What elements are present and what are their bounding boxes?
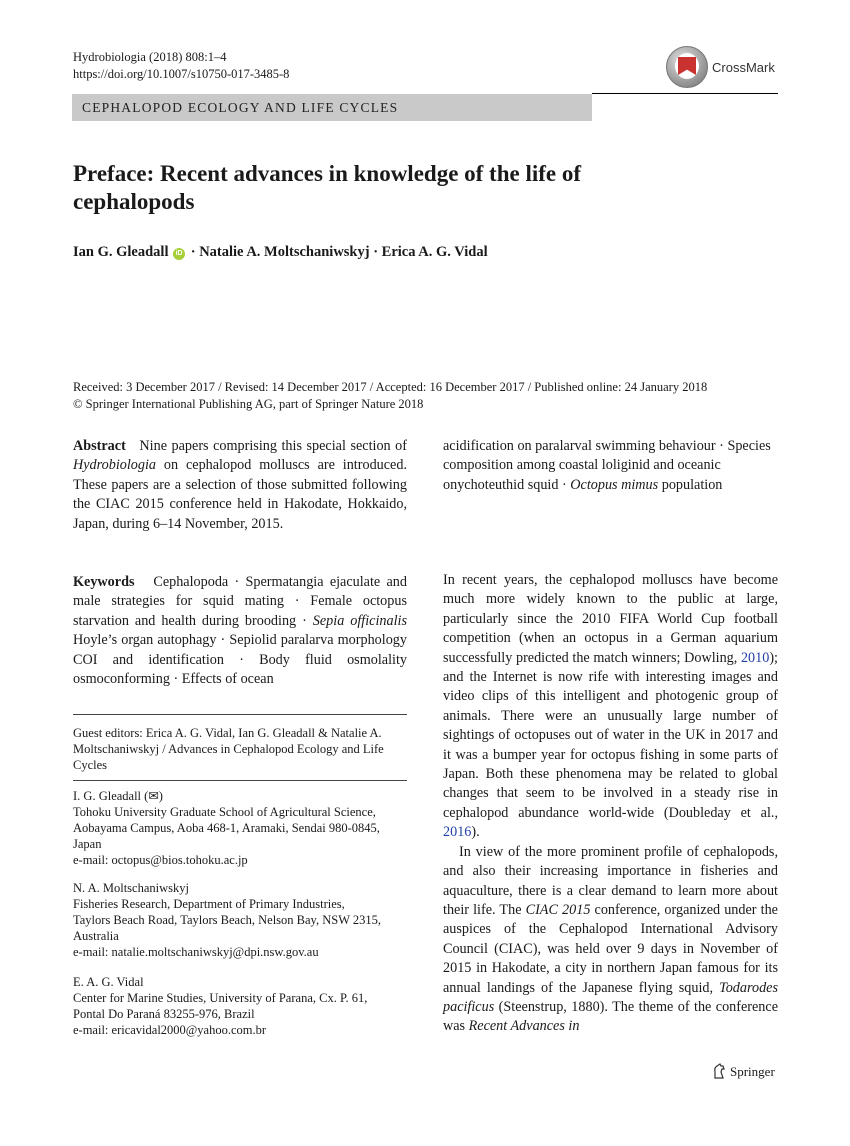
- keyword-species: Sepia officinalis: [312, 612, 407, 629]
- keyword-species-2: Octopus mimus: [570, 476, 659, 493]
- paragraph-text: conference, organized under the auspices of the Cephalopod International Advisory Council (CIAC), was held over 9 days in November of 2015 in Hakodate, a city in northern Japan famous for its annual landings of the Japanese flying squid,: [443, 901, 778, 996]
- publisher-name: Springer: [730, 1064, 775, 1079]
- paragraph-text: In view of the more prominent profile of cephalopods, and also their increasing importance in fisheries and aquaculture, there is a clear demand to learn more about their life. The: [443, 843, 778, 918]
- citation-link[interactable]: 2010: [740, 649, 770, 666]
- journal-name: Hydrobiologia: [73, 457, 157, 474]
- doi-link[interactable]: https://doi.org/10.1007/s10750-017-3485-8: [73, 67, 290, 81]
- article-title: Preface: Recent advances in knowledge of the life of cephalopods: [73, 161, 582, 214]
- keywords-continued: [443, 437, 778, 495]
- coauthor-names: · Natalie A. Moltschaniwskyj · Erica A. G. Vidal: [190, 244, 488, 260]
- header-rule: [592, 93, 778, 94]
- keywords-cont-end: population: [658, 476, 723, 493]
- conference-name: CIAC 2015: [525, 901, 591, 918]
- keywords-label: Keywords: [73, 574, 135, 590]
- crossmark-label: CrossMark: [712, 60, 775, 75]
- section-banner: CEPHALOPOD ECOLOGY AND LIFE CYCLES: [72, 94, 592, 121]
- conference-theme: Recent Advances in: [468, 1018, 580, 1035]
- paragraph-text: ).: [471, 824, 480, 841]
- abstract-label: Abstract: [73, 438, 126, 454]
- copyright-line: © Springer International Publishing AG, part of Springer Nature 2018: [73, 397, 424, 411]
- affiliation-email[interactable]: e-mail: natalie.moltschaniwskyj@dpi.nsw.gov.au: [73, 945, 319, 959]
- paragraph-text: In recent years, the cephalopod molluscs have become much more widely known to the public at large, particularly since the 2010 FIFA World Cup football competition (when an octopus in a German aquarium successfully predicted the match winners; Dowling,: [443, 572, 778, 666]
- abstract: [73, 437, 407, 534]
- keywords-cont-text: acidification on paralarval swimming behaviour · Species composition among coastal loliginid and oceanic onychoteuthid squid ·: [443, 438, 771, 493]
- abstract-text-cont: on cephalopod molluscs are introduced. These papers are a selection of those submitted following the CIAC 2015 conference held in Hakodate, Hokkaido, Japan, during 6–14 November, 2015.: [73, 457, 407, 532]
- paragraph-text: (Steenstrup, 1880). The theme of the conference was: [443, 998, 778, 1035]
- citation-link[interactable]: 2016: [443, 824, 472, 841]
- affiliation-name: N. A. Moltschaniwskyj: [73, 881, 189, 895]
- publisher-logo: [712, 1063, 775, 1080]
- footnote-rule: [73, 714, 407, 715]
- affiliation-vidal: [73, 974, 383, 1038]
- affiliation-rule: [73, 780, 407, 781]
- affiliation-gleadall: [73, 788, 407, 868]
- species-name: Todarodes pacificus: [443, 979, 778, 1015]
- keywords: [73, 573, 407, 689]
- abstract-text: Nine papers comprising this special section of: [139, 438, 407, 454]
- crossmark-badge[interactable]: [666, 46, 778, 90]
- author-list: [73, 244, 488, 261]
- paragraph: [443, 571, 778, 843]
- journal-volume: Hydrobiologia (2018) 808:1–4: [73, 50, 227, 64]
- history-dates: Received: 3 December 2017 / Revised: 14 December 2017 / Accepted: 16 December 2017 / Published online: 24 January 2018: [73, 380, 708, 394]
- orcid-icon[interactable]: iD: [173, 248, 185, 260]
- affiliation-name: E. A. G. Vidal: [73, 975, 144, 989]
- guest-editors-note: Guest editors: Erica A. G. Vidal, Ian G. Gleadall & Natalie A. Moltschaniwskyj / Advances in Cephalopod Ecology and Life Cycles: [73, 726, 384, 772]
- affiliation-moltschaniwskyj: [73, 880, 383, 960]
- affiliation-address: Fisheries Research, Department of Primary Industries, Taylors Beach Road, Taylors Beach, Nelson Bay, NSW 2315, Australia: [73, 897, 382, 943]
- affiliation-address: Tohoku University Graduate School of Agricultural Science, Aobayama Campus, Aoba 468-1, Aramaki, Sendai 980-0845, Japan: [73, 805, 380, 851]
- affiliation-name: I. G. Gleadall (✉): [73, 789, 163, 803]
- keywords-text: Cephalopoda · Spermatangia ejaculate and male strategies for squid mating · Female octopus starvation and health during brooding ·: [73, 574, 407, 629]
- journal-citation: [73, 49, 289, 83]
- paragraph: [443, 843, 778, 1037]
- crossmark-icon: [666, 46, 708, 88]
- affiliation-email[interactable]: e-mail: ericavidal2000@yahoo.com.br: [73, 1023, 267, 1037]
- body-text: [443, 571, 778, 1037]
- author-name: Ian G. Gleadall: [73, 244, 169, 260]
- affiliation-email[interactable]: e-mail: octopus@bios.tohoku.ac.jp: [73, 853, 248, 867]
- publication-history: [73, 379, 707, 413]
- affiliation-address: Center for Marine Studies, University of Parana, Cx. P. 61, Pontal Do Paraná 83255-976, Brazil: [73, 991, 368, 1021]
- keywords-text-cont: Hoyle’s organ autophagy · Sepiolid paralarva morphology COI and identification · Body fluid osmolality osmoconforming · Effects of ocean: [73, 632, 407, 688]
- springer-horse-icon: [712, 1063, 726, 1079]
- paragraph-text: ); and the Internet is now rife with interesting images and video clips of this intelligent and photogenic group of animals. There were an unusually large number of sightings of octopuses out of water in the UK in 2017 and it was a bumper year for octopus fishing in some parts of Japan. Both these phenomena may be related to global changes that seem to be involved in a steady rise in cephalopod abundance world-wide (Doubleday et al.,: [443, 649, 778, 821]
